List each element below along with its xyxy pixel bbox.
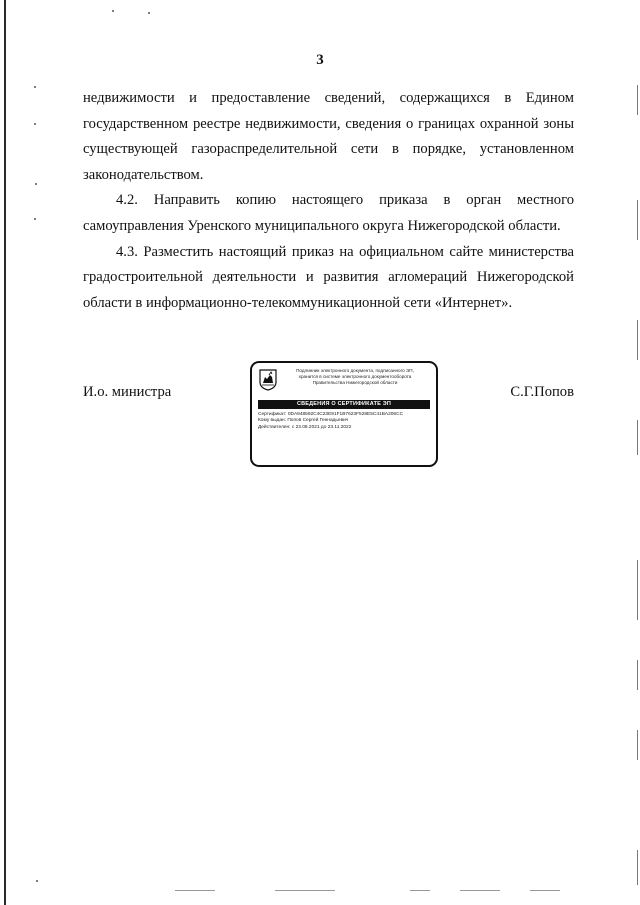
scan-bottom-mark [530, 890, 560, 891]
scan-speck [34, 218, 36, 220]
paragraph-4-3: 4.3. Разместить настоящий приказ на официальном сайте министерства градостроительной деятельности и развития агломераций Нижегородской области в информационно-телекоммуникационной сети «Интернет». [83, 243, 574, 311]
coat-of-arms-icon [259, 369, 277, 391]
scan-right-edge [637, 85, 638, 115]
stamp-header-line: Подлинник электронного документа, подписанного ЭП, [296, 368, 414, 373]
stamp-header [280, 368, 430, 386]
scan-right-edge [637, 320, 638, 360]
page-number: 3 [316, 52, 324, 68]
scan-speck [36, 880, 38, 882]
paragraph-4-2: 4.2. Направить копию настоящего приказа в орган местного самоуправления Уренского муниципального округа Нижегородской области. [83, 192, 574, 234]
scan-right-edge [637, 560, 638, 620]
scan-bottom-mark [460, 890, 500, 891]
scan-right-edge [637, 850, 638, 885]
paragraph-continuation: недвижимости и предоставление сведений, содержащихся в Едином государственном реестре недвижимости, сведения о границах охранной зоны существующей газораспределительной сети в порядке, установленном законодательством. [83, 90, 574, 183]
signatory-name: С.Г.Попов [510, 384, 574, 400]
scan-speck [112, 10, 114, 12]
stamp-details [258, 412, 434, 431]
stamp-certificate: Сертификат: 0DA948592C4C23E91F1B7623F528E5C41BA206CC [258, 412, 404, 417]
scan-right-edge [637, 200, 638, 240]
document-body [83, 86, 574, 316]
scan-bottom-mark [410, 890, 430, 891]
scan-right-edge [637, 660, 638, 690]
scan-speck [34, 86, 36, 88]
electronic-signature-stamp [250, 361, 438, 467]
scan-speck [34, 123, 36, 125]
scan-speck [148, 12, 150, 14]
scan-speck [35, 183, 37, 185]
stamp-header-line: Правительства Нижегородской области [312, 380, 398, 385]
scan-bottom-mark [175, 890, 215, 891]
scan-left-edge [4, 0, 6, 905]
stamp-issued-to: Кому выдан: Попов Сергей Геннадьевич [258, 418, 349, 424]
stamp-title: СВЕДЕНИЯ О СЕРТИФИКАТЕ ЭП [258, 400, 430, 409]
scan-right-edge [637, 730, 638, 760]
stamp-validity: Действителен: с 23.08.2021 до 23.11.2022 [258, 424, 352, 430]
stamp-header-line: хранится в системе электронного документооборота [298, 374, 412, 379]
signatory-position: И.о. министра [83, 384, 172, 400]
scan-right-edge [637, 420, 638, 455]
scan-bottom-mark [275, 890, 335, 891]
